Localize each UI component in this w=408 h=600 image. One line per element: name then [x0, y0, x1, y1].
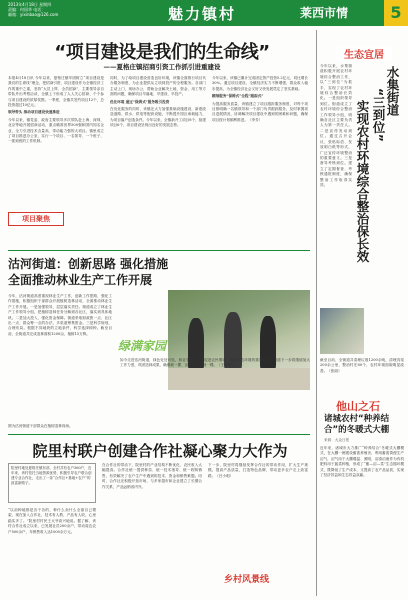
right-column-text-2	[320, 358, 404, 394]
issue-meta	[8, 2, 58, 17]
story3-paragraph: “以前种地都是各干各的，种什么卖什么全靠自己摸索，现在加入合作社，技术有人教，产品有人收，心里踏实多了。”院里村村民王大爷高兴地说。据了解，该村合作社成立以来，已发展社员200余户，带动周边农户500余户，年销售收入达1000余万元。	[8, 508, 96, 534]
lead-column-2	[110, 76, 206, 246]
right-story2-text	[320, 446, 404, 594]
project-focus-tag: 项目聚焦	[8, 212, 64, 226]
story3-column-2	[102, 463, 202, 596]
lead-column-1	[8, 76, 104, 208]
lead-subheadline: ——夏格庄镇招商引资工作抓引进重建设	[103, 63, 221, 71]
lead-paragraph: 今年以来，镇党委、政府主要领导多次带队赴上海、深圳、北京等地开展招商活动，重点瞄准世界500强和国内知名企业，全力引进技术含量高、带动能力强的大项目。镇里成立了项目推进办公室，实行一个项目、一名领导、一个班子、一抓到底的工作机制。	[8, 117, 104, 144]
other-experience-tag: 他山之石	[336, 400, 380, 413]
story2-column-2	[120, 358, 310, 420]
divider	[8, 250, 310, 251]
section-title: 魅力镇村	[168, 5, 237, 23]
lead-column-3	[212, 76, 308, 246]
green-home-badge: 绿满家园	[118, 339, 167, 353]
small-photo	[320, 308, 364, 354]
photo-caption: 图为沽河街道干部群众在植树造林现场。	[8, 424, 73, 428]
story3-column-1	[8, 508, 96, 596]
village-scene-tag: 乡村风景线	[224, 575, 270, 585]
editor-line: 责编：何国华 电话：	[8, 7, 46, 12]
story3-paragraph: 在合作社的带动下，院里村的产业结构不断优化，农民收入大幅提高。合作社统一提供种苗、统一技术指导、统一收购销售，有效解决了农户生产中遇到的技术、资金和销售难题。同时，合作社还积极开拓市场，与多家超市和企业建立了长期合作关系，产品远销省内外。	[102, 463, 202, 489]
story2-paragraph: 今年，沽河街道高度重视林业生产工作，创新工作思路，强化工作措施，积极组织干部群众开展植树造林活动，全面推动林业生产工作开展。一是加强领导，层层落实责任。街道成立了林业生产工作领导小组，把植树造林任务分解到各社区，落实到具体地块。二是加大投入，强化资金保障。街道采取财政拨一点、社区出一点、群众筹一点的办法，多渠道筹集资金。三是科学规划，合理布局。根据不同地块的立地条件，科学选择树种。截至目前，全街道共完成造林面积1200亩，植树15万株。	[8, 294, 112, 336]
right-story2-source: 来源：大众日报	[324, 438, 350, 442]
story2-headline-line-1: 沽河街道：创新思路 强化措施	[8, 257, 169, 271]
right-paragraph: 截至目前，全街道共清理垃圾1200余吨，清理沟渠200余公里，整治村庄80个，农村环境面貌明显改善。（张丽）	[320, 358, 404, 373]
story2-column-1	[8, 294, 112, 422]
eco-living-tag: 生态宜居	[336, 46, 392, 60]
story2-paragraph: 如今走进沽河街道，绿色处处可见，林业生产已成为促进农民增收、改善生态环境的重要产业。街道下一步将继续加大工作力度，巩固造林成果，确保栽一棵、活一棵、成林一棵。（王晓明）	[120, 358, 310, 368]
paper-title: 莱西市情	[300, 6, 349, 20]
email-line: 邮箱：yixinbao@126.com	[8, 12, 59, 17]
lead-section-heading: 精细服务“保姆式”全程“跟踪式”	[212, 94, 264, 99]
issue-date: 2013年4月18日 星期四	[8, 2, 52, 7]
right-paragraph: 近年来，诸城市大力推广“种养结合”冬暖式大棚模式，在大棚一侧建设畜禽养殖舍，利用畜禽粪便生产沼气，沼气用于大棚增温、照明，沼渣沼液作为有机肥料用于蔬菜种植，形成了“畜—沼—菜”生态循环模式，既降低了生产成本，又提高了农产品品质，实现了经济效益和生态效益双赢。	[320, 446, 404, 478]
lead-paragraph: 本报4月18日讯 今年以来，夏格庄镇牢固树立“项目建设是我们的生命线”理念，把招商引资、项目建设作为全镇经济工作的重中之重，坚持“大员上阵、全员招商”，主要领导亲自带队外出考察洽谈，全镇上下形成了人人关心招商、个个参与项目建设的浓厚氛围。一季度，全镇共签约项目12个，总投资超过10亿元。	[8, 76, 104, 108]
story3-column-3	[208, 463, 308, 567]
right-paragraph: 今年以来，水集街道积极开展农村环境综合整治工作，以“三到位”为抓手，实现了农村环境综合整治长效化。一是组织领导到位。街道成立了农村环境综合整治工作领导小组，明确各社区主要负责人为第一责任人。二是宣传发动到位。通过召开会议、张贴标语、发放明白纸等形式，广泛宣传环境整治的重要意义。三是督导考核到位。建立了定期督查、考核通报制度，确保整治工作取得实效。	[320, 64, 352, 187]
lead-paragraph: 为提高服务质量，该镇建立了项目跟踪服务制度，对每个项目都明确一名镇领导和一个部门负责跟踪服务，及时掌握项目进展情况，协调解决项目建设中遇到的困难和问题，确保项目按计划顺利推进。（李芳）	[212, 101, 308, 122]
masthead	[0, 0, 408, 26]
page-number: 5	[384, 0, 408, 26]
column-divider	[316, 30, 317, 596]
lead-paragraph: 在优化服务的同时，该镇还大力加强基础设施建设，新建改造道路、供水、供电等配套设施，不断提升园区承载能力，为项目落户创造条件。今年以来，全镇新开工项目8个，续建项目6个，项目建设呈现出良好的发展态势。	[110, 107, 206, 128]
right-headline-part-1: 水集街道	[385, 66, 400, 116]
right-headline-part-2: “三到位”	[371, 88, 386, 142]
right-headline-part-3: 实现农村环境综合整治保长效	[355, 100, 370, 263]
right-column-text	[320, 64, 352, 304]
lead-paragraph: 同时，为了给项目建设营造良好环境，该镇全面推行项目代办服务制度，为企业提供从立项到投产的全程服务。各部门主动上门，现场办公，帮助企业解决土地、资金、用工等方面的问题，确保项目早落地、早建设、早投产。	[110, 76, 206, 97]
story3-paragraph: 下一步，院里村将继续发挥合作社的带动作用，扩大生产规模，提高产品质量，打造特色品牌，带动更多农户走上致富路。（吕小明）	[208, 463, 308, 478]
lead-section-heading: 领导带头 推动项目建设快速推进	[8, 110, 60, 115]
right-story2-headline: 诸城农村“种养结合”的冬暖式大棚	[324, 414, 390, 435]
lead-paragraph: 今年以来，该镇已累计完成固定资产投资5.2亿元，同比增长30%。通过项目建设，全镇经济实力不断增强，群众收入稳步提高，为全镇经济社会又好又快发展奠定了坚实基础。	[212, 76, 308, 91]
story2-headline	[8, 256, 208, 288]
lead-section-heading: 优化环境 通过“保姆式”服务吸引投资	[110, 99, 170, 104]
story3-lead-box: 院里村地处夏格庄镇东部，全村共有农户360户，近年来，该村依托当地资源优势，积极引导农户联合创建专业合作社，走出了一条“合作社+基地+农户”的致富新路子。	[8, 463, 96, 503]
story3-headline: 院里村联户创建合作社凝心聚力大作为	[32, 442, 288, 460]
divider	[8, 434, 310, 435]
lead-headline: “项目建设是我们的生命线”	[54, 42, 270, 63]
story2-headline-line-2: 全面推动林业生产工作开展	[8, 273, 153, 287]
